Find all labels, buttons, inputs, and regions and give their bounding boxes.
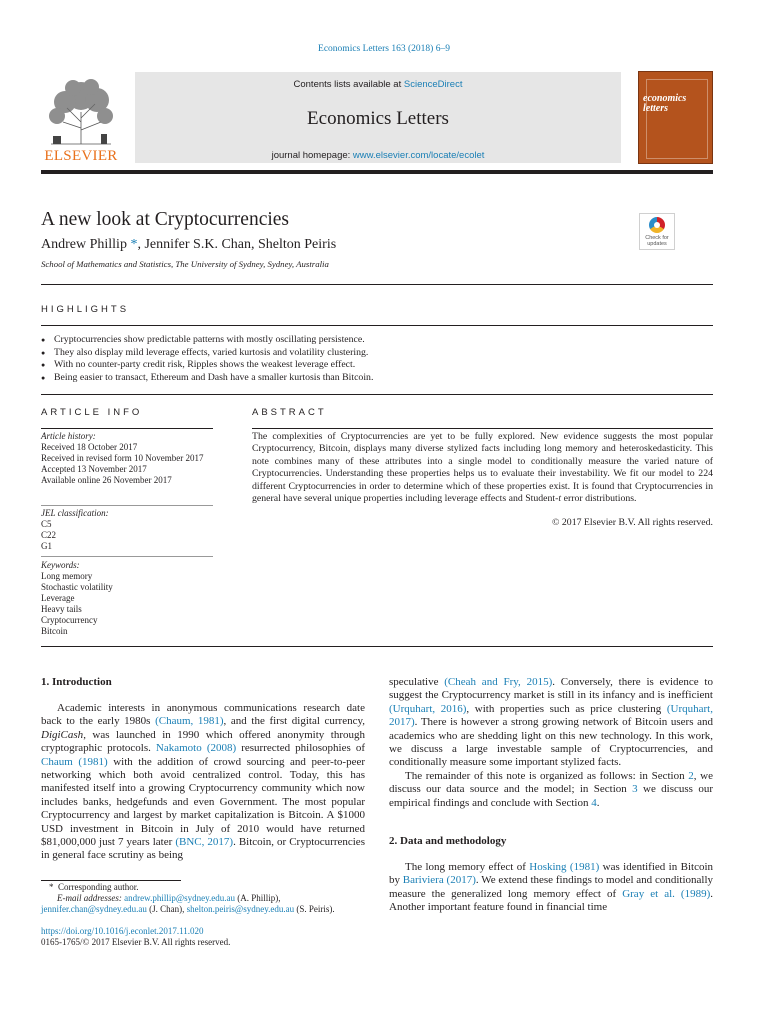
data-methodology-paragraph: The long memory effect of Hosking (1981) was identified in Bitcoin by Bariviera (2017). We extend these findings to model and conditionally measure the generalized long memory effect of Gray et al. (1989). Another important feature found in financial time [389,861,714,914]
divider [41,646,713,647]
crossmark-icon [649,217,665,233]
email-link[interactable]: andrew.phillip@sydney.edu.au [124,893,236,903]
highlight-item: ● They also display mild leverage effects, varied kurtosis and volatility clustering. [41,347,373,360]
issn-copyright: 0165-1765/© 2017 Elsevier B.V. All rights reserved. [41,937,231,947]
citation-link[interactable]: (1989) [680,887,711,900]
keyword: Long memory [41,571,93,581]
section-link[interactable]: 2 [688,769,694,782]
received-date: Received 18 October 2017 [41,442,138,452]
citation-link[interactable]: (Cheah and Fry, 2015) [444,676,553,688]
journal-title: Economics Letters [307,108,449,129]
cover-title: economics letters [643,93,687,114]
introduction-paragraph: Academic interests in anonymous communications research date back to the early 1980s (Chaum, 1981), and the first digital currency, DigiCash, was launched in 1990 which offered anonymity through cryptographic protocols. Nakamoto (2008) resurrected philosophies of Chaum (1981) with the addition of crowd sourcing and peer-to-peer networking which both avoid centralized control. Today, this has manifested itself into a growing Cryptocurrency community which now includes banks, hedgefunds and even Government. The most popular Cryptocurrency and largest by market capitalization is Bitcoin. A $1000 USD investment in Bitcoin in July of 2010 would have returned $81,000,000 just 7 years later (BNC, 2017). Bitcoin, or Cryptocurrencies in general face scrutiny as being [41,702,365,862]
keyword: Bitcoin [41,626,68,636]
cover-frame [646,79,708,159]
abstract-text: The complexities of Cryptocurrencies are yet to be fully explored. New evidence suggests the most popular Cryptocurrency, Bitcoin, displays many diverse stylized facts including long memory and heteroskedasticity. This note combines many of these attributes into a single model to conditionally measure the varied nature of Cryptocurrencies. Understanding these properties helps us to evaluate their investability. We fit our model to 224 different Cryptocurrencies in order to determine which of these properties exist. It is found that Cryptocurrencies in general have several unique properties including leverage effects and Student-t error distributions. [252,431,713,505]
divider [252,428,713,429]
accepted-date: Accepted 13 November 2017 [41,464,147,474]
author-name: Andrew Phillip [41,237,127,252]
keywords-label: Keywords: [41,560,80,570]
jel-code: G1 [41,541,52,551]
highlights-heading: HIGHLIGHTS [41,304,130,315]
journal-homepage-link[interactable]: www.elsevier.com/locate/ecolet [352,150,485,161]
highlight-item: ● Being easier to transact, Ethereum and Dash have a smaller kurtosis than Bitcoin. [41,372,373,385]
highlights-list [41,334,373,384]
journal-citation-link[interactable]: Economics Letters 163 (2018) 6–9 [318,44,450,54]
author-names: , Jennifer S.K. Chan, Shelton Peiris [137,237,337,252]
citation-link[interactable]: (BNC, 2017) [175,836,234,849]
affiliation: School of Mathematics and Statistics, The University of Sydney, Sydney, Australia [41,259,329,269]
email-link[interactable]: shelton.peiris@sydney.edu.au [186,904,295,914]
citation-link[interactable]: Chaum [41,755,73,768]
citation-link[interactable]: Bariviera [402,874,444,887]
abstract-heading: ABSTRACT [252,407,327,418]
elsevier-logo [41,78,121,166]
journal-homepage-line: journal homepage: www.elsevier.com/locate/ecolet [271,150,485,161]
jel-code: C5 [41,519,52,529]
keyword: Leverage [41,593,75,603]
jel-classification [41,508,216,552]
citation-link[interactable]: Nakamoto [155,742,202,755]
corresponding-author-marker[interactable]: * [130,237,138,252]
email-link[interactable]: jennifer.chan@sydney.edu.au [41,904,147,914]
section-heading-introduction: 1. Introduction [41,676,112,688]
citation-link[interactable]: (2017) [446,874,476,887]
abstract-copyright: © 2017 Elsevier B.V. All rights reserved. [552,517,713,528]
jel-code: C22 [41,530,57,540]
divider [41,556,213,557]
divider [41,394,713,395]
journal-cover-thumbnail [638,71,713,164]
keyword: Stochastic volatility [41,582,113,592]
journal-masthead [135,72,621,163]
highlight-item: ● With no counter-party credit risk, Ripples shows the weakest leverage effect. [41,359,373,372]
article-title: A new look at Cryptocurrencies [41,209,290,230]
section-link[interactable]: 4 [591,796,597,809]
citation-link[interactable]: (1981) [569,861,600,873]
divider [41,505,213,506]
email-addresses: E-mail addresses: andrew.phillip@sydney.edu.au (A. Phillip), [57,893,281,903]
section-link[interactable]: 3 [632,783,638,796]
contents-line: Contents lists available at ScienceDirect [293,79,463,90]
article-info-heading: ARTICLE INFO [41,407,143,418]
citation-link[interactable]: (2008) [206,742,237,755]
citation-link[interactable]: (Urquhart, 2016) [389,702,467,715]
section-heading-data-methodology: 2. Data and methodology [389,835,507,847]
divider [41,428,213,429]
online-date: Available online 26 November 2017 [41,475,172,485]
citation-link[interactable]: (1981) [78,755,108,768]
elsevier-tree-icon [43,78,119,148]
elsevier-wordmark: ELSEVIER [44,148,118,164]
citation-link[interactable]: (Urquhart, 2017) [389,702,713,729]
author-list [41,237,336,253]
keyword: Heavy tails [41,604,82,614]
masthead-rule [41,170,713,174]
article-history [41,431,216,486]
citation-link[interactable]: Gray et al. [622,887,675,900]
keywords [41,560,216,637]
citation-link[interactable]: (Chaum, 1981) [155,715,224,728]
doi-link[interactable]: https://doi.org/10.1016/j.econlet.2017.11.020 [41,926,204,936]
divider [41,325,713,326]
corresponding-author-note: * Corresponding author. [49,882,139,892]
jel-label: JEL classification: [41,508,109,518]
divider [41,284,713,285]
footnote-rule [41,880,181,881]
citation-link[interactable]: Hosking [529,861,567,873]
revised-date: Received in revised form 10 November 2017 [41,453,204,463]
email-addresses-continued: jennifer.chan@sydney.edu.au (J. Chan), shelton.peiris@sydney.edu.au (S. Peiris). [41,904,335,914]
sciencedirect-link[interactable]: ScienceDirect [403,79,463,90]
keyword: Cryptocurrency [41,615,98,625]
article-history-label: Article history: [41,431,96,441]
check-for-updates-badge[interactable] [639,213,675,250]
introduction-paragraph-continued: speculative (Cheah and Fry, 2015). Conversely, there is evidence to suggest the Cryptocurrency market is still in its infancy and is inefficient (Urquhart, 2016), with properties such as price clustering (Urquhart, 2017). There is however a strong growing network of Bitcoin users and academics who are shedding light on this new technology. In this work, we discuss a large investable sample of Cryptocurrencies, and conditionally measure some important stylized facts. The remainder of this note is organized as follows: in Section 2, we discuss our data source and the model; in Section 3 we discuss our empirical findings and conclude with Section 4. [389,676,713,809]
highlight-item: ● Cryptocurrencies show predictable patterns with mostly oscillating persistence. [41,334,373,347]
crossmark-label: Check for updates [645,235,669,247]
